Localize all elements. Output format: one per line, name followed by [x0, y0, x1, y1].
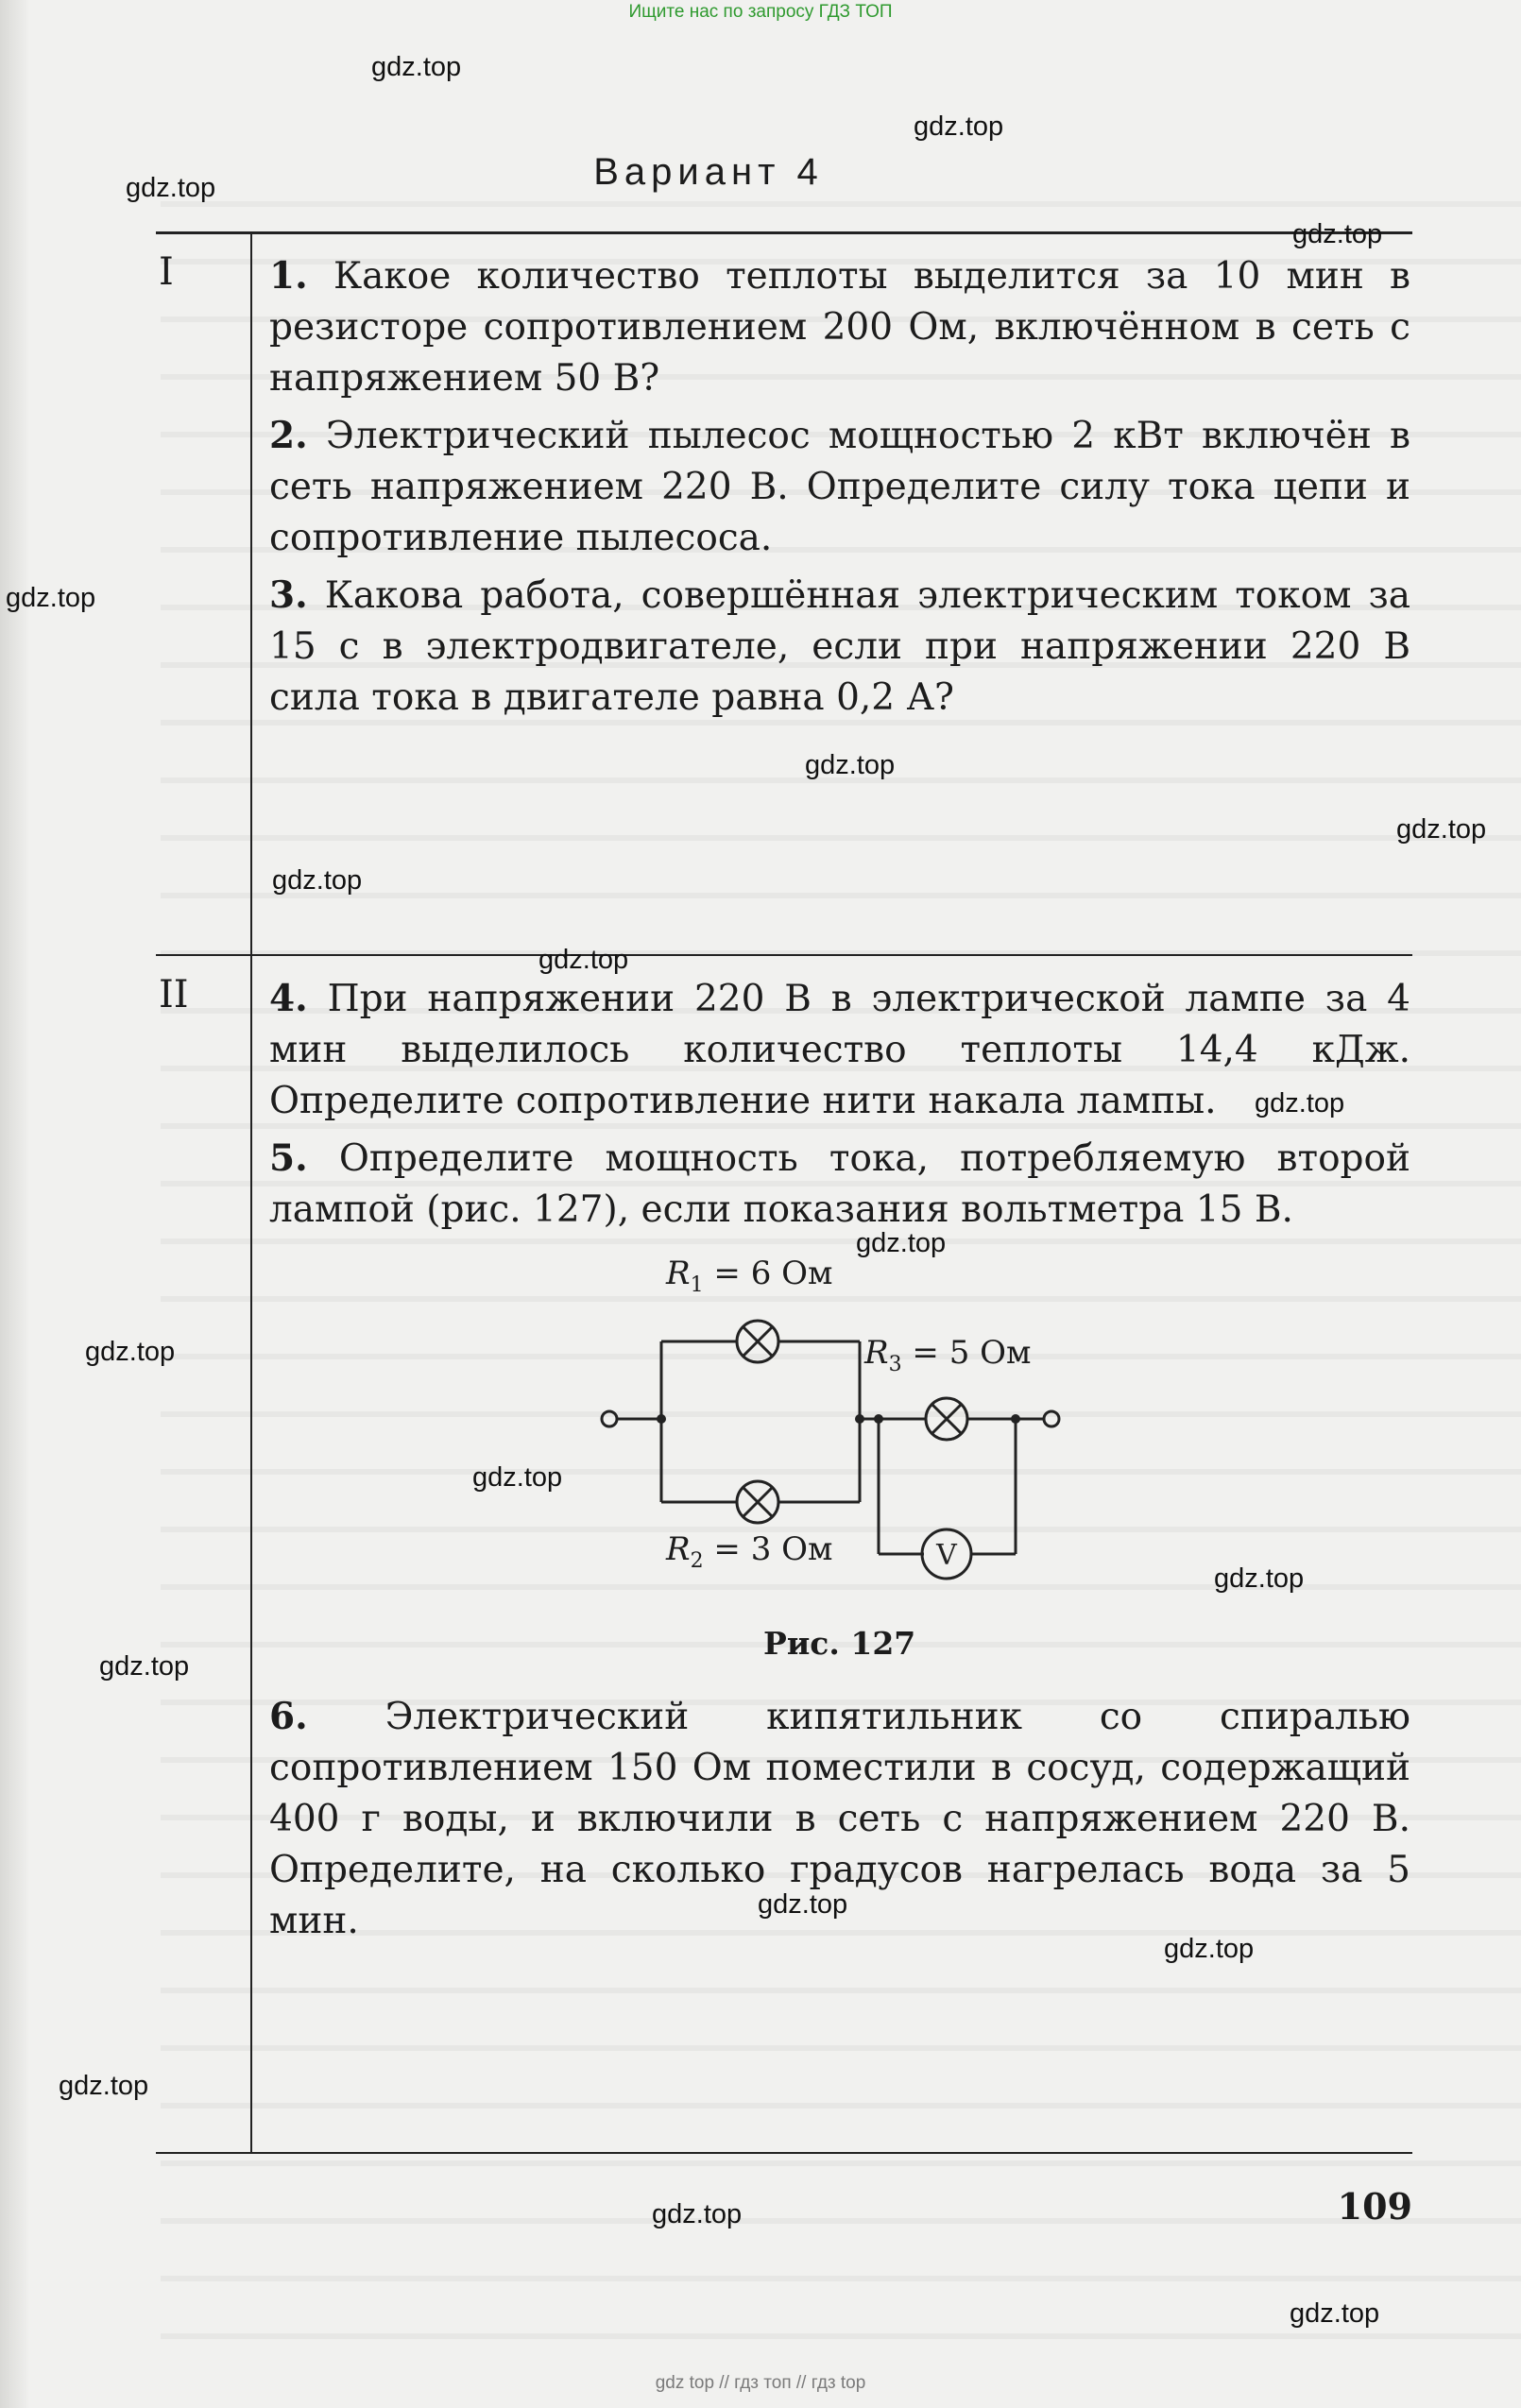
- label-value: = 3 Ом: [713, 1530, 833, 1568]
- task-number: 6.: [269, 1695, 308, 1738]
- figure-caption: Рис. 127: [763, 1625, 916, 1662]
- section-roman-2: II: [159, 973, 189, 1016]
- label-r1: [666, 1255, 832, 1297]
- watermark: gdz.top: [126, 173, 216, 203]
- task-number: 2.: [269, 414, 308, 457]
- label-value: = 6 Ом: [713, 1255, 833, 1292]
- task-text: При напряжении 220 В в электрической лампе за 4 мин выделилось количество теплоты 14,4 кДж. Определите сопротивление нити накала лампы.: [269, 978, 1410, 1122]
- label-subscript: 2: [690, 1548, 704, 1573]
- label-symbol: R: [666, 1530, 691, 1568]
- label-r3: [864, 1334, 1031, 1376]
- task-text: Какое количество теплоты выделится за 10 мин в резисторе сопротивлением 200 Ом, включённом в сеть с напряжением 50 В?: [269, 255, 1410, 400]
- watermark: gdz.top: [805, 750, 896, 780]
- section-roman-1: I: [159, 250, 174, 294]
- label-symbol: R: [666, 1255, 691, 1292]
- task-text: Электрический пылесос мощностью 2 кВт включён в сеть напряжением 220 В. Определите силу тока цепи и сопротивление пылесоса.: [269, 415, 1410, 559]
- page-number: 109: [1337, 2185, 1412, 2228]
- label-subscript: 3: [888, 1352, 902, 1376]
- watermark: gdz.top: [6, 583, 96, 613]
- label-value: = 5 Ом: [912, 1334, 1032, 1372]
- task-number: 5.: [269, 1136, 308, 1180]
- label-symbol: R: [864, 1334, 889, 1372]
- watermark: gdz.top: [1214, 1563, 1305, 1594]
- task-number: 4.: [269, 977, 308, 1020]
- watermark: gdz.top: [99, 1651, 190, 1682]
- task-text: Какова работа, совершённая электрическим током за 15 с в электродвигателе, если при напряжении 220 В сила тока в двигателе равна 0,2 А?: [269, 574, 1410, 719]
- terminal-right: [1044, 1411, 1059, 1426]
- watermark: gdz.top: [1164, 1934, 1255, 1964]
- junction-v-right: [1011, 1414, 1020, 1424]
- task-number: 1.: [269, 254, 308, 298]
- task-2: [269, 410, 1410, 564]
- middle-rule: [156, 954, 1412, 956]
- page-gutter: [0, 0, 28, 2408]
- task-3: [269, 570, 1410, 724]
- watermark: gdz.top: [371, 52, 462, 82]
- watermark: gdz.top: [1255, 1088, 1345, 1119]
- junction-right: [855, 1414, 864, 1424]
- watermark: gdz.top: [758, 1889, 848, 1920]
- top-rule: [156, 231, 1412, 234]
- watermark: gdz.top: [1292, 219, 1383, 249]
- junction-v-left: [874, 1414, 883, 1424]
- watermark: gdz.top: [472, 1462, 563, 1493]
- watermark: gdz.top: [1290, 2298, 1380, 2329]
- top-banner[interactable]: Ищите нас по запросу ГДЗ ТОП: [628, 2, 893, 22]
- watermark: gdz.top: [652, 2199, 743, 2229]
- section-2-tasks-a: [269, 973, 1410, 1241]
- variant-title: Вариант 4: [593, 151, 824, 193]
- terminal-left: [602, 1411, 617, 1426]
- watermark: gdz.top: [856, 1228, 947, 1258]
- watermark: gdz.top: [914, 111, 1004, 142]
- junction-left: [657, 1414, 666, 1424]
- column-divider: [250, 231, 252, 2153]
- task-number: 3.: [269, 573, 308, 617]
- watermark: gdz.top: [1396, 814, 1487, 845]
- task-4: [269, 973, 1410, 1127]
- section-1-tasks: [269, 250, 1410, 729]
- watermark: gdz.top: [59, 2071, 149, 2101]
- watermark: gdz.top: [85, 1337, 176, 1367]
- task-1: [269, 250, 1410, 404]
- watermark: gdz.top: [538, 945, 629, 975]
- label-r2: [666, 1530, 832, 1573]
- voltmeter-label: V: [936, 1539, 957, 1572]
- task-text: Определите мощность тока, потребляемую второй лампой (рис. 127), если показания вольтметра 15 В.: [269, 1137, 1410, 1231]
- task-text: Электрический кипятильник со спиралью сопротивлением 150 Ом поместили в сосуд, содержащий 400 г воды, и включили в сеть с напряжением 220 В. Определите, на сколько градусов нагрелась вода за 5 мин.: [269, 1696, 1410, 1942]
- task-5: [269, 1133, 1410, 1236]
- bottom-banner[interactable]: gdz top // гдз топ // гдз top: [655, 2373, 866, 2393]
- label-subscript: 1: [690, 1272, 704, 1297]
- watermark: gdz.top: [272, 865, 363, 896]
- bottom-rule: [156, 2152, 1412, 2154]
